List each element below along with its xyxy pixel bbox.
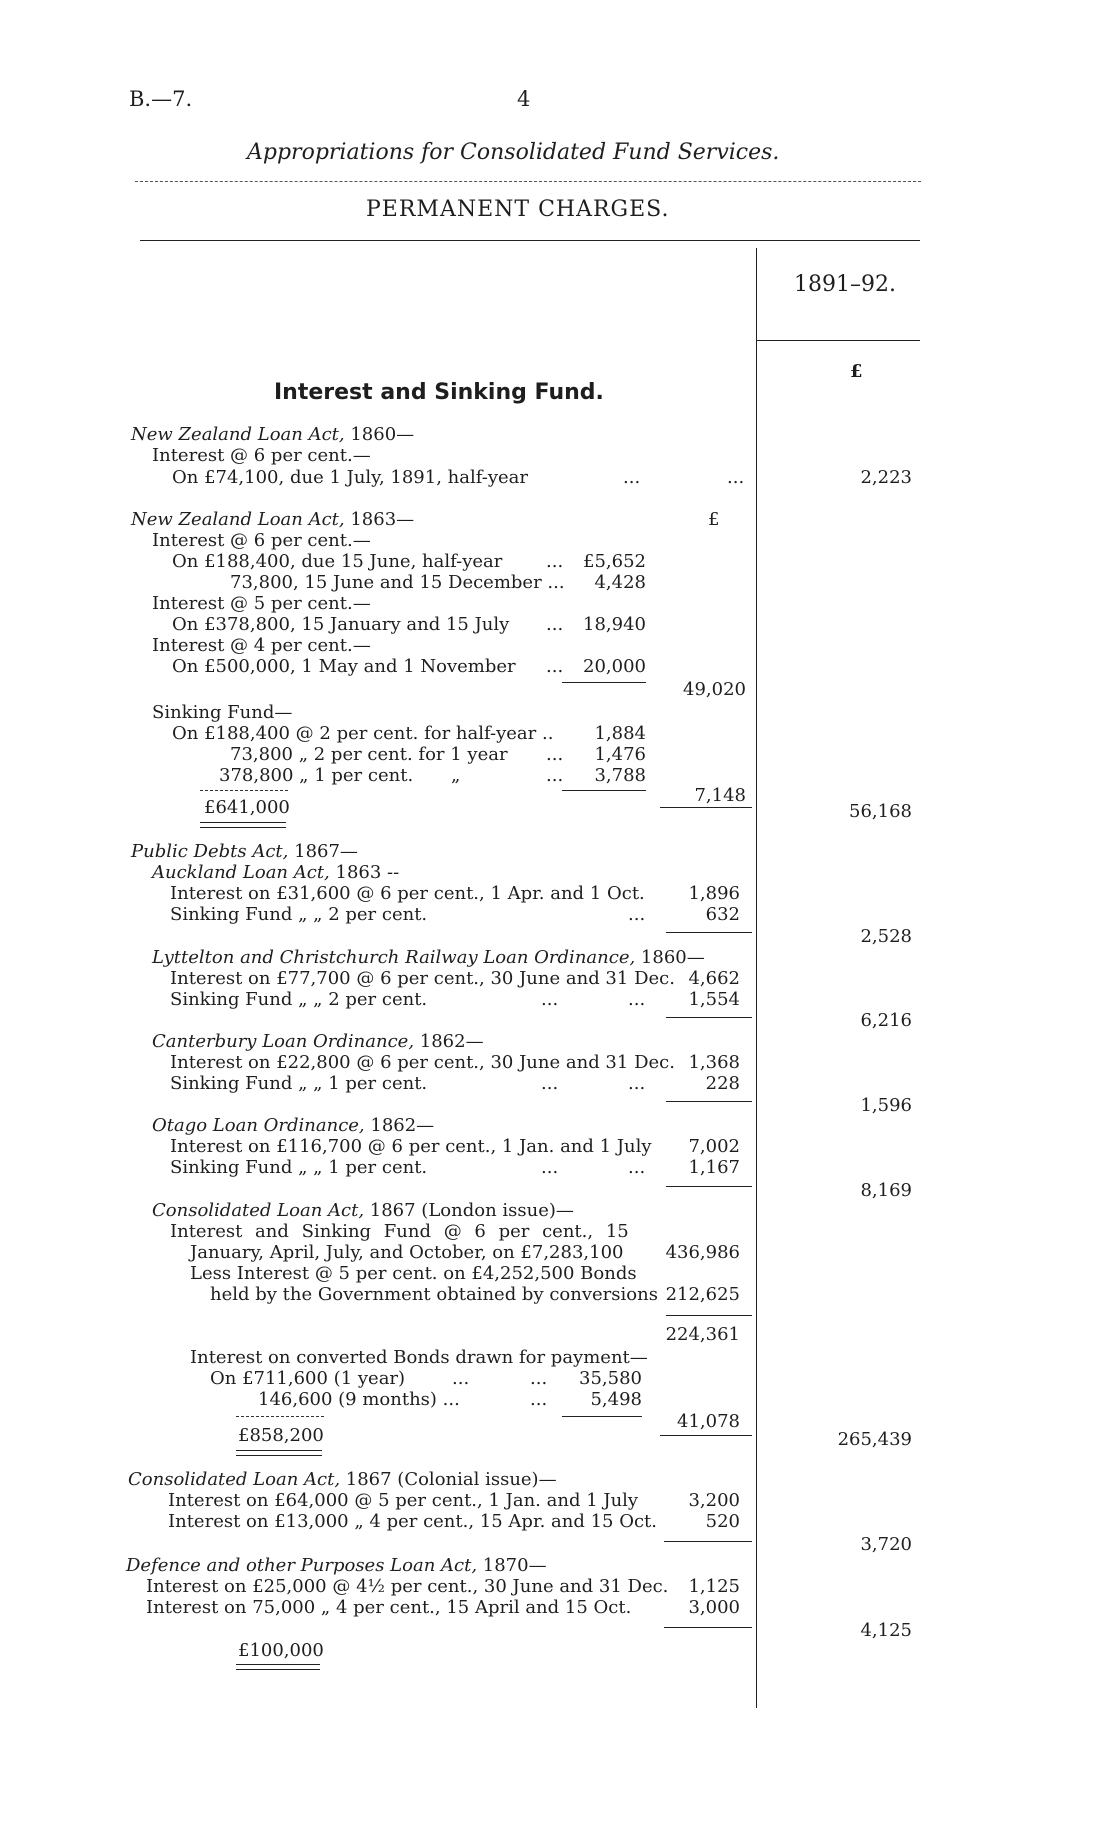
canterbury-interest: Interest on £22,800 @ 6 per cent., 30 June and 31 Dec. — [170, 1052, 675, 1073]
act-year: 1870— — [477, 1555, 547, 1576]
sum-rule — [666, 1017, 752, 1018]
currency-symbol: £ — [850, 361, 863, 382]
sum-rule — [562, 1416, 642, 1417]
auckland-loan-title — [152, 863, 399, 883]
colonial-line-1-value: 3,200 — [688, 1490, 740, 1511]
nz1863-int6-b: 73,800, 15 June and 15 December ... — [230, 572, 565, 593]
consolidated-london-title — [152, 1201, 574, 1221]
defence-line-2: Interest on 75,000 „ 4 per cent., 15 April and 15 Oct. — [146, 1597, 632, 1618]
canterbury-sinking: Sinking Fund „ „ 1 per cent. — [170, 1073, 428, 1094]
title-rule — [140, 240, 920, 241]
act-name: Public Debts Act, — [131, 841, 289, 862]
year-column-divider — [756, 248, 757, 1708]
colonial-line-1: Interest on £64,000 @ 5 per cent., 1 Jan. and 1 July — [168, 1490, 639, 1511]
defence-principal: £100,000 — [238, 1640, 324, 1661]
nz1863-sf-c: 378,800 „ 1 per cent. — [219, 765, 414, 786]
section-heading: Interest and Sinking Fund. — [274, 380, 604, 405]
otago-sinking: Sinking Fund „ „ 1 per cent. — [170, 1157, 428, 1178]
nz1860-interest-item: On £74,100, due 1 July, 1891, half-year — [172, 467, 528, 488]
nz-loan-1863-title — [131, 510, 414, 530]
lyttelton-interest-value: 4,662 — [688, 968, 740, 989]
nz1863-total: 56,168 — [849, 801, 912, 822]
act-year: 1860— — [635, 947, 705, 968]
leader-dots: ... — [628, 1157, 646, 1178]
converted-a-value: 35,580 — [579, 1368, 642, 1389]
nz1863-principal: £641,000 — [204, 797, 290, 818]
sum-rule — [664, 1541, 752, 1542]
nz1863-interest-total: 49,020 — [683, 679, 746, 700]
london-line-3: Less Interest @ 5 per cent. on £4,252,500 Bonds — [190, 1263, 637, 1284]
nz1863-int5-a-value: 18,940 — [583, 614, 646, 635]
london-line-4-value: 212,625 — [665, 1284, 740, 1305]
london-principal: £858,200 — [238, 1425, 324, 1446]
canterbury-sinking-value: 228 — [705, 1073, 740, 1094]
leader-dots: ... — [628, 989, 646, 1010]
principal-rule — [200, 790, 288, 791]
london-net: 224,361 — [665, 1324, 740, 1345]
act-year: 1867— — [288, 841, 358, 862]
nz1863-sf-a: On £188,400 @ 2 per cent. for half-year .. — [172, 723, 554, 744]
public-debts-act-title — [131, 842, 358, 862]
year-header-rule — [757, 340, 920, 341]
act-name: Consolidated Loan Act, — [128, 1469, 341, 1490]
defence-loan-title — [126, 1556, 547, 1576]
pound-sign: £ — [708, 509, 720, 530]
act-name: New Zealand Loan Act, — [131, 424, 345, 445]
leader-dots: ... — [727, 467, 745, 488]
leader-dots: ... — [546, 765, 564, 786]
act-year: 1860— — [344, 424, 415, 445]
colonial-line-2: Interest on £13,000 „ 4 per cent., 15 Apr. and 15 Oct. — [168, 1511, 657, 1532]
otago-interest-value: 7,002 — [688, 1136, 740, 1157]
london-line-2: January, April, July, and October, on £7,283,100 — [190, 1242, 624, 1263]
document-reference: B.—7. — [129, 87, 193, 111]
lyttelton-interest: Interest on £77,700 @ 6 per cent., 30 June and 31 Dec. — [170, 968, 675, 989]
leader-dots: ... — [546, 551, 564, 572]
leader-dots: ... — [546, 614, 564, 635]
act-year: 1863 -- — [329, 862, 400, 883]
converted-bonds-heading: Interest on converted Bonds drawn for payment— — [190, 1347, 648, 1368]
act-year: 1863— — [344, 509, 415, 530]
act-year: 1862— — [364, 1115, 435, 1136]
act-name: Lyttelton and Christchurch Railway Loan Ordinance, — [152, 947, 636, 968]
london-total: 265,439 — [837, 1429, 912, 1450]
defence-total: 4,125 — [860, 1620, 912, 1641]
sum-rule — [660, 1435, 752, 1436]
sum-rule — [666, 1315, 752, 1316]
act-name: Auckland Loan Act, — [152, 862, 330, 883]
nz1863-int5-heading: Interest @ 5 per cent.— — [152, 593, 371, 614]
sum-rule — [666, 1186, 752, 1187]
london-line-2-value: 436,986 — [665, 1242, 740, 1263]
london-line-4: held by the Government obtained by conversions — [210, 1284, 658, 1305]
auckland-interest-value: 1,896 — [688, 883, 740, 904]
sum-rule — [664, 1627, 752, 1628]
otago-sinking-value: 1,167 — [688, 1157, 740, 1178]
sum-rule — [562, 682, 646, 683]
converted-b: 146,600 (9 months) ... — [258, 1389, 460, 1410]
nz1863-sf-c-value: 3,788 — [594, 765, 646, 786]
nz1863-int5-a: On £378,800, 15 January and 15 July — [172, 614, 510, 635]
act-name: Consolidated Loan Act, — [152, 1200, 365, 1221]
year-column-header: 1891–92. — [794, 272, 896, 297]
sum-rule — [666, 1101, 752, 1102]
nz1863-int6-a-value: £5,652 — [583, 551, 646, 572]
nz1863-sinking-total: 7,148 — [694, 785, 746, 806]
converted-b-value: 5,498 — [590, 1389, 642, 1410]
nz1863-int6-b-value: 4,428 — [594, 572, 646, 593]
colonial-line-2-value: 520 — [705, 1511, 740, 1532]
leader-dots: ... — [628, 1073, 646, 1094]
canterbury-total: 1,596 — [860, 1095, 912, 1116]
nz1860-total: 2,223 — [860, 467, 912, 488]
nz1863-int4-a: On £500,000, 1 May and 1 November — [172, 656, 516, 677]
converted-a: On £711,600 (1 year) — [210, 1368, 406, 1389]
nz1863-sf-a-value: 1,884 — [594, 723, 646, 744]
leader-dots: ... — [623, 467, 641, 488]
act-name: New Zealand Loan Act, — [131, 509, 345, 530]
act-year: 1867 (London issue)— — [364, 1200, 574, 1221]
double-rule — [236, 1664, 320, 1670]
leader-dots: ... — [541, 1157, 559, 1178]
nz1863-int6-a: On £188,400, due 15 June, half-year — [172, 551, 503, 572]
double-rule — [200, 822, 286, 828]
nz1863-sinking-heading: Sinking Fund— — [152, 702, 293, 723]
act-name: Otago Loan Ordinance, — [152, 1115, 365, 1136]
page-subtitle: Appropriations for Consolidated Fund Services. — [247, 140, 780, 165]
page-number: 4 — [517, 87, 531, 111]
sum-rule — [660, 807, 752, 808]
sum-rule — [562, 790, 646, 791]
leader-dots: ... — [628, 904, 646, 925]
otago-interest: Interest on £116,700 @ 6 per cent., 1 Jan. and 1 July — [170, 1136, 652, 1157]
canterbury-loan-title — [152, 1032, 484, 1052]
act-name: Canterbury Loan Ordinance, — [152, 1031, 415, 1052]
converted-total: 41,078 — [677, 1411, 740, 1432]
lyttelton-loan-title — [152, 948, 705, 968]
defence-line-1-value: 1,125 — [688, 1576, 740, 1597]
otago-total: 8,169 — [860, 1180, 912, 1201]
london-line-1: Interest and Sinking Fund @ 6 per cent., 15 — [170, 1221, 629, 1242]
lyttelton-sinking-value: 1,554 — [688, 989, 740, 1010]
leader-dots: ... — [530, 1389, 548, 1410]
leader-dots: ... — [546, 744, 564, 765]
otago-loan-title — [152, 1116, 434, 1136]
lyttelton-sinking: Sinking Fund „ „ 2 per cent. — [170, 989, 428, 1010]
page-title: PERMANENT CHARGES. — [366, 197, 670, 222]
canterbury-interest-value: 1,368 — [688, 1052, 740, 1073]
leader-dots: ... — [541, 1073, 559, 1094]
nz-loan-1860-title — [131, 425, 414, 445]
act-year: 1867 (Colonial issue)— — [340, 1469, 557, 1490]
leader-dots: ... — [530, 1368, 548, 1389]
leader-dots: ... — [452, 1368, 470, 1389]
lyttelton-total: 6,216 — [860, 1010, 912, 1031]
sum-rule — [666, 932, 752, 933]
consolidated-colonial-title — [128, 1470, 557, 1490]
auckland-sinking: Sinking Fund „ „ 2 per cent. — [170, 904, 428, 925]
leader-dots: ... — [541, 989, 559, 1010]
auckland-total: 2,528 — [860, 926, 912, 947]
nz1863-sf-b-value: 1,476 — [594, 744, 646, 765]
principal-rule — [236, 1416, 324, 1417]
subtitle-rule — [135, 181, 921, 182]
nz1863-sf-b: 73,800 „ 2 per cent. for 1 year — [230, 744, 508, 765]
act-year: 1862— — [414, 1031, 484, 1052]
leader-dots: ... — [546, 656, 564, 677]
nz1860-interest-heading: Interest @ 6 per cent.— — [152, 445, 371, 466]
act-name: Defence and other Purposes Loan Act, — [126, 1555, 478, 1576]
nz1863-int6-heading: Interest @ 6 per cent.— — [152, 530, 371, 551]
auckland-interest: Interest on £31,600 @ 6 per cent., 1 Apr. and 1 Oct. — [170, 883, 645, 904]
nz1863-int4-a-value: 20,000 — [583, 656, 646, 677]
nz1863-int4-heading: Interest @ 4 per cent.— — [152, 635, 371, 656]
colonial-total: 3,720 — [860, 1534, 912, 1555]
defence-line-2-value: 3,000 — [688, 1597, 740, 1618]
defence-line-1: Interest on £25,000 @ 4½ per cent., 30 June and 31 Dec. — [146, 1576, 669, 1597]
ditto-mark: „ — [451, 765, 461, 786]
auckland-sinking-value: 632 — [705, 904, 740, 925]
double-rule — [236, 1450, 322, 1456]
